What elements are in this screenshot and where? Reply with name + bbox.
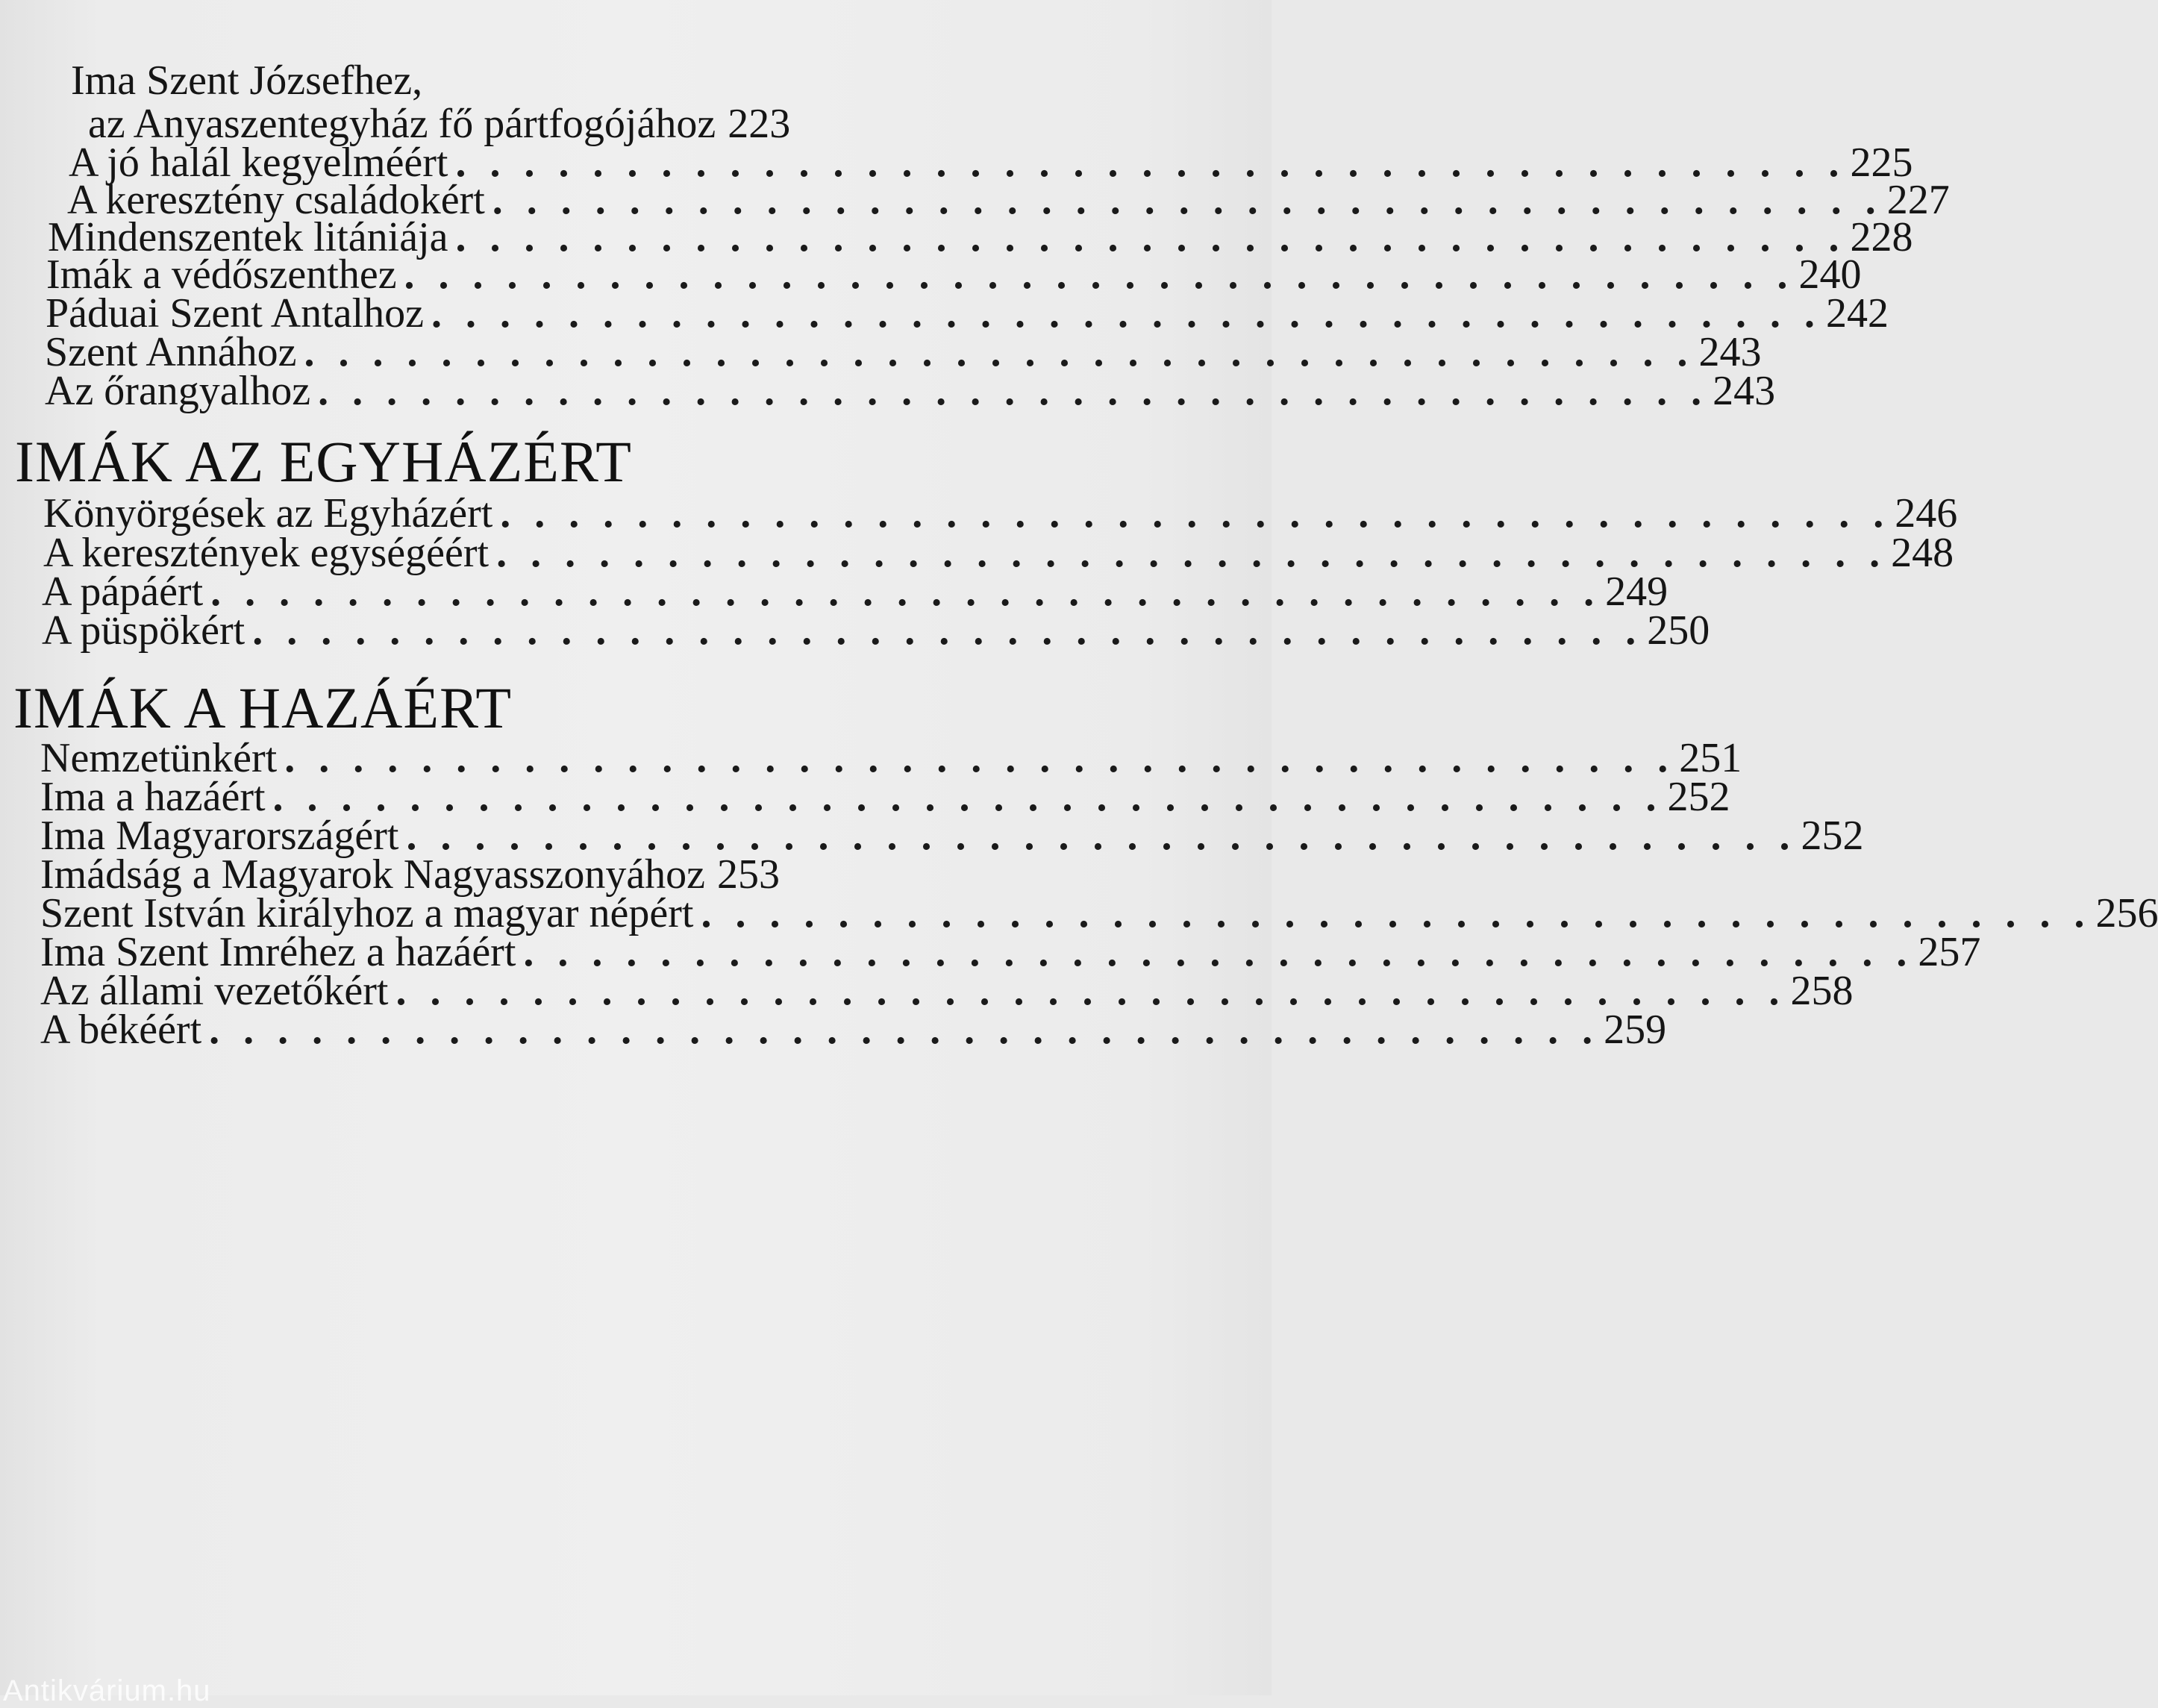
toc-entry-title: A keresztény családokért	[67, 177, 485, 223]
toc-entry-title: Ima a hazáért	[40, 774, 266, 820]
toc-entry-title: Mindenszentek litániája	[48, 214, 448, 260]
toc-page-number: 243	[1713, 368, 1776, 414]
dot-leader: . . . . . . . . . . . . . . . . . . . . . . . . . . . . . . . . . . . . . . . . .	[318, 368, 1709, 414]
dot-leader: . . . . . . . . . . . . . . . . . . . . . . . . . . . . . . . . . . . . . . . . .	[406, 813, 1797, 859]
toc-page-number: 251	[1679, 735, 1742, 781]
dot-leader: . . . . . . . . . . . . . . . . . . . . . . . . . . . . . . . . . . . . . . . . .	[209, 1007, 1600, 1053]
dot-leader: . . . . . . . . . . . . . . . . . . . . . . . . . . . . . . . . . . . . . . . . .	[455, 140, 1846, 186]
toc-entry-title: A békéért	[40, 1007, 202, 1053]
toc-entry-title: Szent Annához	[45, 329, 297, 375]
toc-page-number: 228	[1850, 214, 1913, 260]
toc-page-number: 250	[1647, 607, 1710, 654]
toc-page-number: 242	[1826, 290, 1889, 337]
toc-entry-title: Az őrangyalhoz	[45, 368, 311, 414]
dot-leader: . . . . . . . . . . . . . . . . . . . . . . . . . . . . . . . . . . . . . . . . .	[496, 530, 1887, 576]
dot-leader: . . . . . . . . . . . . . . . . . . . . . . . . . . . . . . . . . . . . . . . . .	[455, 214, 1846, 260]
toc-entry-title: Nemzetünkért	[40, 735, 278, 781]
toc-page-number: 227	[1886, 177, 1950, 223]
toc-page-number: 249	[1605, 569, 1668, 615]
watermark: Antikvárium.hu	[3, 1674, 211, 1707]
dot-leader: . . . . . . . . . . . . . . . . . . . . . . . . . . . . . . . . . . . . . . . . .	[272, 774, 1663, 820]
toc-entry-title: Imádság a Magyarok Nagyasszonyához	[40, 851, 706, 898]
dot-leader: . . . . . . . . . . . . . . . . . . . . . . . . . . . . . . . . . . . . . . . . .	[431, 290, 1822, 337]
toc-page-number: 252	[1667, 774, 1730, 820]
toc-entry-title: A jó halál kegyelméért	[69, 140, 448, 186]
dot-leader: . . . . . . . . . . . . . . . . . . . . . . . . . . . . . . . . . . . . . . . . .	[404, 251, 1795, 298]
toc-page-number: 252	[1801, 813, 1864, 859]
toc-entry-title: Imák a védőszenthez	[46, 251, 397, 298]
section-heading: IMÁK A HAZÁÉRT	[13, 675, 512, 740]
toc-entry-title: Ima Szent Imréhez a hazáért	[40, 929, 516, 975]
dot-leader: . . . . . . . . . . . . . . . . . . . . . . . . . . . . . . . . . . . . . . . . .	[492, 177, 1883, 223]
toc-entry-title: Szent István királyhoz a magyar népért	[40, 890, 694, 936]
toc-entry-title: Könyörgések az Egyházért	[43, 490, 493, 537]
dot-leader: . . . . . . . . . . . . . . . . . . . . . . . . . . . . . . . . . . . . . . . . .	[523, 929, 1914, 975]
toc-page-number: 259	[1604, 1007, 1667, 1053]
toc-page-number: 246	[1895, 490, 1958, 537]
toc-page-number: 258	[1790, 968, 1854, 1014]
toc-entry-title: A püspökért	[42, 607, 245, 654]
dot-leader: . . . . . . . . . . . . . . . . . . . . . . . . . . . . . . . . . . . . . . . . .	[500, 490, 1891, 537]
toc-entry-title: A pápáért	[42, 569, 204, 615]
toc-entry	[45, 355, 1776, 414]
toc-entry-title: A keresztények egységéért	[43, 530, 490, 576]
toc-entry-title: Ima Magyarországért	[40, 813, 399, 859]
toc-entry-title: Páduai Szent Antalhoz	[46, 290, 425, 337]
dot-leader: . . . . . . . . . . . . . . . . . . . . . . . . . . . . . . . . . . . . . . . . .	[210, 569, 1601, 615]
toc-entry-title: Ima Szent Józsefhez,	[71, 57, 423, 104]
toc-page-number: 225	[1850, 140, 1913, 186]
toc-page-number: 223	[728, 101, 791, 147]
toc-entry	[40, 994, 1667, 1053]
dot-leader: . . . . . . . . . . . . . . . . . . . . . . . . . . . . . . . . . . . . . . . . .	[701, 890, 2092, 936]
toc-entry	[42, 595, 1710, 654]
toc-page-number: 248	[1891, 530, 1954, 576]
toc-page-number: 256	[2095, 890, 2158, 936]
dot-leader: . . . . . . . . . . . . . . . . . . . . . . . . . . . . . . . . . . . . . . . . .	[284, 735, 1675, 781]
dot-leader: . . . . . . . . . . . . . . . . . . . . . . . . . . . . . . . . . . . . . . . . .	[304, 329, 1695, 375]
toc-page-number: 243	[1698, 329, 1762, 375]
section-heading: IMÁK AZ EGYHÁZÉRT	[15, 429, 632, 494]
toc-entry-title: az Anyaszentegyház fő pártfogójához	[88, 101, 716, 147]
dot-leader: . . . . . . . . . . . . . . . . . . . . . . . . . . . . . . . . . . . . . . . . .	[395, 968, 1786, 1014]
toc-page-number: 240	[1798, 251, 1862, 298]
dot-leader: . . . . . . . . . . . . . . . . . . . . . . . . . . . . . . . . . . . . . . . . .	[252, 607, 1643, 654]
toc-page-number: 257	[1918, 929, 1981, 975]
toc-entry-title: Az állami vezetőkért	[40, 968, 389, 1014]
toc-page-number: 253	[717, 851, 781, 898]
